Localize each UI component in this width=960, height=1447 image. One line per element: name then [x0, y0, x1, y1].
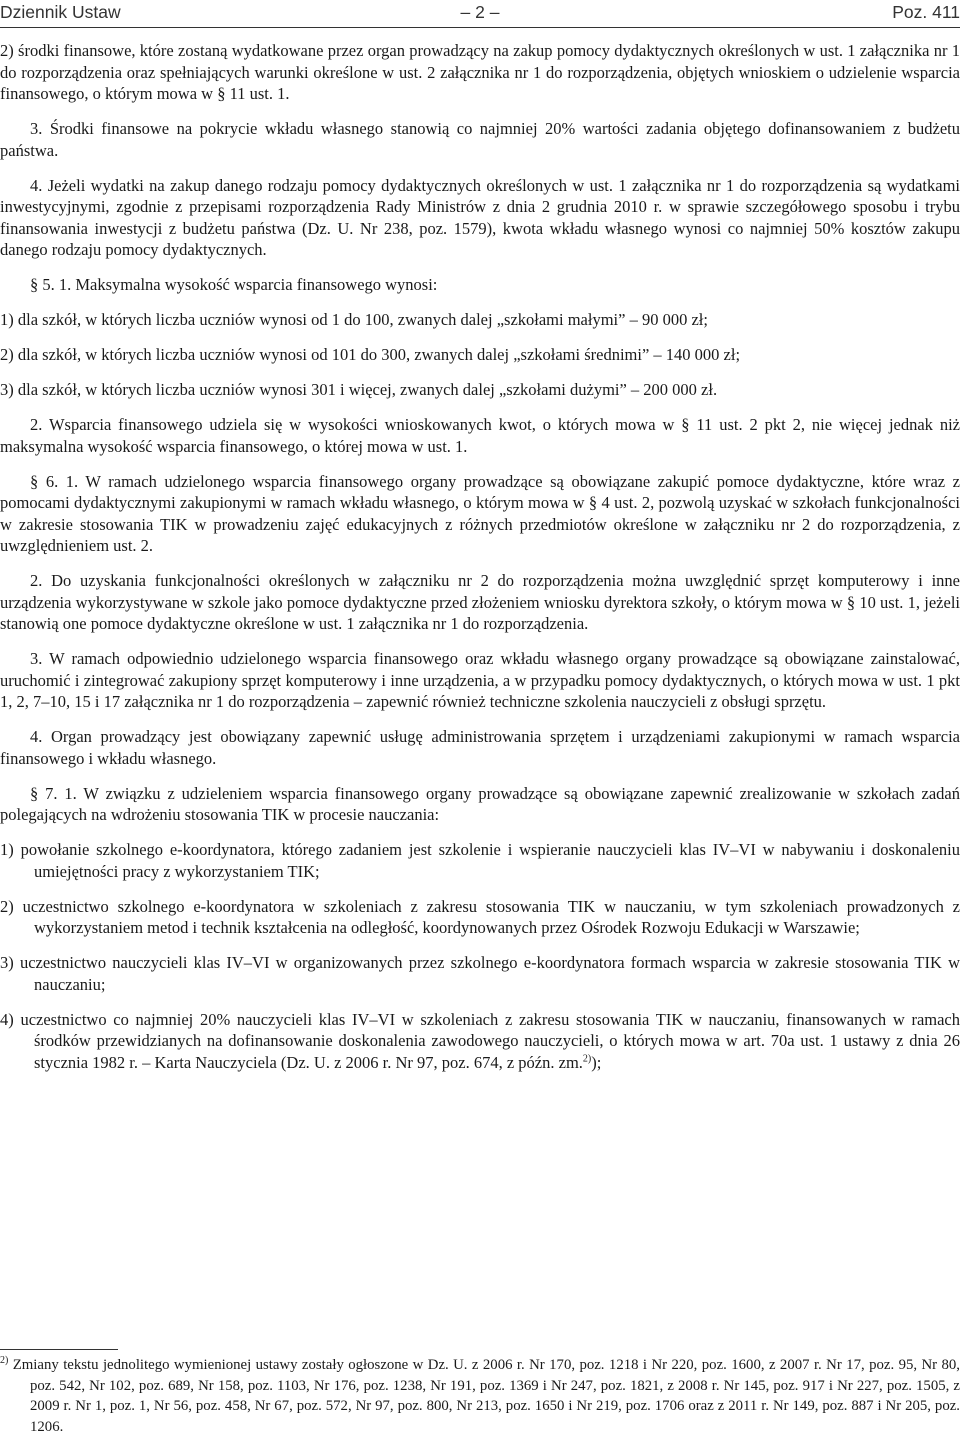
header-rule	[0, 27, 960, 28]
paragraph-p12: 4. Organ prowadzący jest obowiązany zapewnić usługę administrowania sprzętem i urządzeniami zakupionymi w ramach wsparcia finansowego i wkładu własnego.	[0, 727, 960, 768]
paragraph-p11: 3. W ramach odpowiednio udzielonego wsparcia finansowego oraz wkładu własnego organy prowadzące są obowiązane zainstalować, uruchomić i zintegrować zakupiony sprzęt komputerowy i inne urządzenia, a w przypadku pomocy dydaktycznych, o których mowa w ust. 1 pkt 1, 2, 7–10, 15 i 17 załącznika nr 1 do rozporządzenia – zapewnić również techniczne szkolenia nauczycieli z obsługi sprzętu.	[0, 649, 960, 711]
paragraph-p13: § 7. 1. W związku z udzieleniem wsparcia finansowego organy prowadzące są obowiązane zapewnić zrealizowanie w szkołach zadań polegających na wdrożeniu stosowania TIK w procesie nauczania:	[0, 783, 960, 824]
paragraph-p14: 1) powołanie szkolnego e-koordynatora, którego zadaniem jest szkolenie i wspieranie nauczycieli klas IV–VI w nabywaniu i doskonaleniu umiejętności pracy z wykorzystaniem TIK;	[0, 840, 960, 881]
document-body	[0, 40, 960, 1087]
paragraph-p15: 2) uczestnictwo szkolnego e-koordynatora w szkoleniach z zakresu stosowania TIK w nauczaniu, w tym szkoleniach prowadzonych z wykorzystaniem metod i technik kształcenia na odległość, koordynowanych przez Ośrodek Rozwoju Edukacji w Warszawie;	[0, 896, 960, 937]
paragraph-p2: 3. Środki finansowe na pokrycie wkładu własnego stanowią co najmniej 20% wartości zadania objętego dofinansowaniem z budżetu państwa.	[0, 119, 960, 160]
footnote-mark: 2)	[0, 1355, 9, 1367]
footnote-rule	[0, 1349, 118, 1350]
paragraph-p5: 1) dla szkół, w których liczba uczniów wynosi od 1 do 100, zwanych dalej „szkołami małymi” – 90 000 zł;	[0, 310, 708, 329]
position-number: Poz. 411	[892, 2, 960, 22]
paragraph-p6: 2) dla szkół, w których liczba uczniów wynosi od 101 do 300, zwanych dalej „szkołami średnimi” – 140 000 zł;	[0, 345, 741, 364]
paragraph-p10: 2. Do uzyskania funkcjonalności określonych w załączniku nr 2 do rozporządzenia można uwzględnić sprzęt komputerowy i inne urządzenia wykorzystywane w szkole jako pomoce dydaktyczne przed złożeniem wniosku dyrektora szkoły, o którym mowa w § 10 ust. 1, jeżeli stanowią one pomoce dydaktyczne określone w ust. 1 załącznika nr 1 do rozporządzenia.	[0, 571, 960, 633]
footnote-reference: 2)	[582, 1053, 592, 1064]
paragraph-p1: 2) środki finansowe, które zostaną wydatkowane przez organ prowadzący na zakup pomocy dydaktycznych określonych w ust. 1 załącznika nr 1 do rozporządzenia oraz spełniających warunki określone w ust. 2 załącznika nr 1 do rozporządzenia, objętych wnioskiem o udzielenie wsparcia finansowego, o którym mowa w § 11 ust. 1.	[0, 41, 960, 103]
paragraph-p4: § 5. 1. Maksymalna wysokość wsparcia finansowego wynosi:	[30, 275, 438, 294]
paragraph-p8: 2. Wsparcia finansowego udziela się w wysokości wnioskowanych kwot, o których mowa w § 11 ust. 2 pkt 2, nie więcej jednak niż maksymalna wysokość wsparcia finansowego, o której mowa w ust. 1.	[0, 415, 960, 456]
paragraph-p17	[0, 1009, 960, 1074]
page-header	[0, 0, 960, 28]
paragraph-p17-tail: );	[591, 1052, 602, 1072]
paragraph-p17-text: 4) uczestnictwo co najmniej 20% nauczycieli klas IV–VI w szkoleniach z zakresu stosowania TIK w nauczaniu, finansowanych w ramach środków przewidzianych na dofinansowanie doskonalenia zawodowego nauczycieli, o których mowa w art. 70a ust. 1 ustawy z dnia 26 stycznia 1982 r. – Karta Nauczyciela (Dz. U. z 2006 r. Nr 97, poz. 674, z późn. zm.	[0, 1009, 960, 1072]
paragraph-p7: 3) dla szkół, w których liczba uczniów wynosi 301 i więcej, zwanych dalej „szkołami dużymi” – 200 000 zł.	[0, 380, 718, 399]
footnote-text	[0, 1355, 960, 1437]
paragraph-p3: 4. Jeżeli wydatki na zakup danego rodzaju pomocy dydaktycznych określonych w ust. 1 załącznika nr 1 do rozporządzenia są wydatkami inwestycyjnymi, zgodnie z przepisami rozporządzenia Rady Ministrów z dnia 2 grudnia 2010 r. w sprawie szczegółowego sposobu i trybu finansowania inwestycji z budżetu państwa (Dz. U. Nr 238, poz. 1579), kwota wkładu własnego wynosi co najmniej 50% kosztów zakupu danego rodzaju pomocy dydaktycznych.	[0, 175, 960, 259]
footnote-body: Zmiany tekstu jednolitego wymienionej ustawy zostały ogłoszone w Dz. U. z 2006 r. Nr 170, poz. 1218 i Nr 220, poz. 1600, z 2007 r. Nr 17, poz. 95, Nr 80, poz. 542, Nr 102, poz. 689, Nr 158, poz. 1103, Nr 176, poz. 1238, Nr 191, poz. 1369 i Nr 247, poz. 1821, z 2008 r. Nr 145, poz. 917 i Nr 227, poz. 1505, z 2009 r. Nr 1, poz. 1, Nr 56, poz. 458, Nr 67, poz. 572, Nr 97, poz. 800, Nr 213, poz. 1650 i Nr 219, poz. 1706 oraz z 2011 r. Nr 149, poz. 887 i Nr 205, poz. 1206.	[8, 1357, 960, 1435]
journal-title: Dziennik Ustaw	[0, 2, 121, 22]
paragraph-p16: 3) uczestnictwo nauczycieli klas IV–VI w organizowanych przez szkolnego e-koordynatora formach wsparcia w zakresie stosowania TIK w nauczaniu;	[0, 953, 960, 994]
paragraph-p9: § 6. 1. W ramach udzielonego wsparcia finansowego organy prowadzące są obowiązane zakupić pomoce dydaktyczne, które wraz z pomocami dydaktycznymi zakupionymi w ramach wkładu własnego, o którym mowa w § 4 ust. 2, pozwolą uzyskać w szkołach funkcjonalności w zakresie stosowania TIK w prowadzeniu zajęć edukacyjnych z różnych przedmiotów określone w załączniku nr 2 do rozporządzenia, z uwzględnieniem ust. 2.	[0, 471, 960, 555]
page-number: – 2 –	[460, 2, 500, 22]
footnote	[0, 1355, 960, 1437]
